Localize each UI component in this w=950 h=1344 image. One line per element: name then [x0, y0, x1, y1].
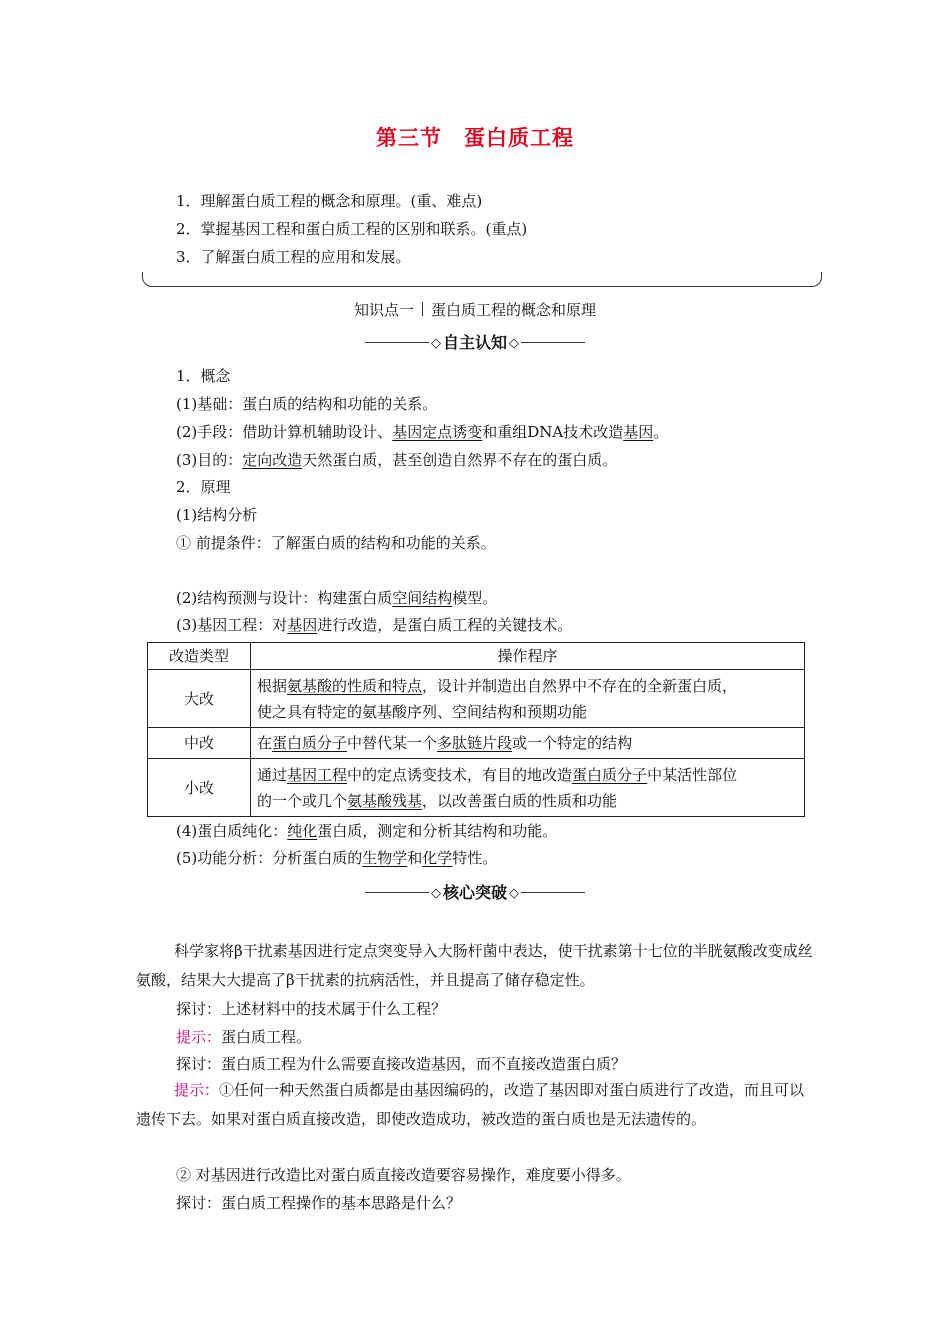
answer-2: 提示：①任何一种天然蛋白质都是由基因编码的，改造了基因即对蛋白质进行了改造，而且可以遗传下去。如果对蛋白质直接改造，即使改造成功，被改造的蛋白质也是无法遗传的。 — [136, 1081, 805, 1128]
principle-premise: ① 前提条件：了解蛋白质的结构和功能的关系。 — [176, 534, 496, 552]
divider — [521, 892, 585, 893]
diamond-icon: ◇ — [509, 886, 519, 901]
diamond-icon: ◇ — [430, 336, 441, 351]
self-study-banner — [0, 330, 950, 353]
table-cell-procedure: 在蛋白质分子中替代某一个多肽链片段或一个特定的结构 — [251, 728, 805, 759]
answer-1: 提示：蛋白质工程。 — [176, 1028, 312, 1046]
table-cell-type: 中改 — [148, 728, 251, 759]
concept-goal: (3)目的：定向改造天然蛋白质，甚至创造自然界不存在的蛋白质。 — [176, 451, 618, 469]
knowledge-point-title: 蛋白质工程的概念和原理 — [431, 301, 597, 319]
table-row — [148, 670, 805, 728]
table-cell-type: 大改 — [148, 670, 251, 728]
concept-basis: (1)基础：蛋白质的结构和功能的关系。 — [176, 395, 438, 413]
table-header-row — [148, 643, 805, 670]
divider — [365, 892, 429, 893]
table-header: 操作程序 — [251, 643, 805, 670]
table-row — [148, 759, 805, 817]
page-title: 第三节 蛋白质工程 — [376, 126, 574, 150]
hint-label: 提示： — [176, 1028, 222, 1046]
table-cell-type: 小改 — [148, 759, 251, 817]
banner-label: 自主认知 — [442, 333, 507, 352]
answer-2b: ② 对基因进行改造比对蛋白质直接改造要容易操作，难度要小得多。 — [176, 1166, 631, 1184]
divider — [365, 342, 429, 343]
table-header: 改造类型 — [148, 643, 251, 670]
question-3: 探讨：蛋白质工程操作的基本思路是什么？ — [176, 1194, 462, 1212]
principle-purify: (4)蛋白质纯化：纯化蛋白质，测定和分析其结构和功能。 — [176, 822, 558, 840]
table-cell-procedure: 根据氨基酸的性质和特点，设计并制造出自然界中不存在的全新蛋白质， 使之具有特定的氨基酸序列、空间结构和预期功能 — [251, 670, 805, 728]
diamond-icon: ◇ — [430, 886, 441, 901]
question-2: 探讨：蛋白质工程为什么需要直接改造基因，而不直接改造蛋白质？ — [176, 1055, 627, 1073]
modification-table — [147, 642, 805, 817]
table-cell-procedure: 通过基因工程中的定点诱变技术，有目的地改造蛋白质分子中某活性部位 的一个或几个氨基酸残基，以改善蛋白质的性质和功能 — [251, 759, 805, 817]
divider — [422, 302, 423, 316]
diamond-icon: ◇ — [509, 336, 519, 351]
objective-3: 3．了解蛋白质工程的应用和发展。 — [176, 248, 411, 266]
concept-heading: 1．概念 — [176, 367, 231, 385]
principle-gene: (3)基因工程：对基因进行改造，是蛋白质工程的关键技术。 — [176, 616, 573, 634]
hint-label: 提示： — [174, 1081, 220, 1099]
material-paragraph: 科学家将β干扰素基因进行定点突变导入大肠杆菌中表达，使干扰素第十七位的半胱氨酸改变成丝氨酸，结果大大提高了β干扰素的抗病活性，并且提高了储存稳定性。 — [136, 942, 813, 989]
knowledge-point-label: 知识点一 — [353, 301, 414, 319]
question-1: 探讨：上述材料中的技术属于什么工程？ — [176, 1000, 447, 1018]
table-row — [148, 728, 805, 759]
principle-structure: (1)结构分析 — [176, 506, 258, 524]
principle-predict: (2)结构预测与设计：构建蛋白质空间结构模型。 — [176, 589, 498, 607]
core-banner — [0, 880, 950, 903]
divider — [521, 342, 585, 343]
objective-1: 1．理解蛋白质工程的概念和原理。(重、难点) — [176, 192, 483, 210]
objectives-brace — [142, 272, 822, 287]
principle-heading: 2．原理 — [176, 478, 231, 496]
objective-2: 2．掌握基因工程和蛋白质工程的区别和联系。(重点) — [176, 220, 528, 238]
knowledge-point-header — [0, 299, 950, 320]
principle-function: (5)功能分析：分析蛋白质的生物学和化学特性。 — [176, 849, 498, 867]
concept-means: (2)手段：借助计算机辅助设计、基因定点诱变和重组DNA技术改造基因。 — [176, 423, 669, 441]
banner-label: 核心突破 — [442, 883, 507, 902]
